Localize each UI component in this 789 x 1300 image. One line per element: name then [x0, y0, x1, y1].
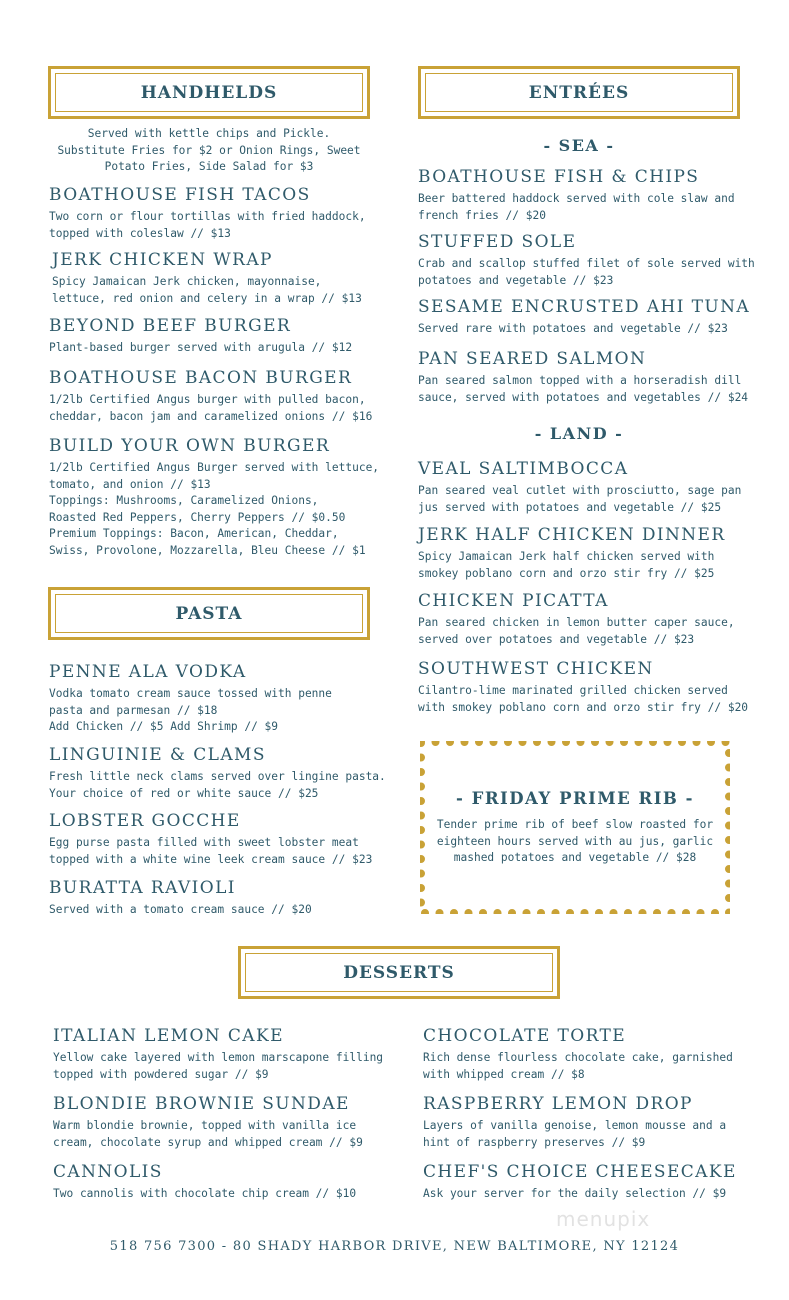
friday-special-box [420, 741, 730, 914]
item-title: BOATHOUSE FISH TACOS [49, 185, 311, 205]
pasta-banner [48, 587, 370, 640]
entree-item [418, 349, 763, 406]
item-title: PENNE ALA VODKA [49, 662, 247, 682]
dessert-item [53, 1094, 398, 1151]
item-title: BURATTA RAVIOLI [49, 878, 236, 898]
item-desc: Layers of vanilla genoise, lemon mousse and a hint of raspberry preserves // $9 [423, 1119, 727, 1149]
land-subheading: - LAND - [534, 424, 624, 443]
item-desc: 1/2lb Certified Angus burger with pulled bacon, cheddar, bacon jam and caramelized onions // $16 [49, 393, 373, 423]
item-title: BEYOND BEEF BURGER [49, 316, 292, 336]
pasta-item [49, 662, 379, 736]
item-desc: Spicy Jamaican Jerk half chicken served with smokey poblano corn and orzo stir fry // $25 [418, 550, 715, 580]
item-title: JERK HALF CHICKEN DINNER [418, 525, 726, 545]
item-title: RASPBERRY LEMON DROP [423, 1094, 693, 1114]
desserts-banner-inner [245, 953, 553, 992]
desserts-title: DESSERTS [343, 962, 455, 983]
item-desc: Beer battered haddock served with cole slaw and french fries // $20 [418, 192, 735, 222]
item-title: CHEF'S CHOICE CHEESECAKE [423, 1162, 737, 1182]
item-desc: Two corn or flour tortillas with fried haddock, topped with coleslaw // $13 [49, 210, 366, 240]
item-title: BUILD YOUR OWN BURGER [49, 436, 331, 456]
item-title: LOBSTER GOCCHE [49, 811, 241, 831]
item-desc: 1/2lb Certified Angus Burger served with lettuce, tomato, and onion // $13 Toppings: Mushrooms, Caramelized Onions, Roasted Red Peppers, Cherry Peppers // $0.50 Premium Toppings: Bacon, American, Cheddar, Swiss, Provolone, Mozzarella, Bleu Cheese // $1 [49, 461, 380, 557]
handhelds-item [49, 316, 379, 357]
item-desc: Two cannolis with chocolate chip cream // $10 [53, 1187, 357, 1200]
handhelds-intro: Served with kettle chips and Pickle. Substitute Fries for $2 or Onion Rings, Sweet Potato Fries, Side Salad for $3 [57, 127, 361, 173]
handhelds-item [49, 436, 389, 559]
dessert-item [53, 1026, 398, 1083]
entree-item [418, 297, 763, 338]
handhelds-banner [48, 66, 370, 119]
dessert-item [423, 1162, 768, 1203]
item-title: LINGUINIE & CLAMS [49, 745, 266, 765]
item-title: SESAME ENCRUSTED AHI TUNA [418, 297, 751, 317]
item-desc: Crab and scallop stuffed filet of sole served with potatoes and vegetable // $23 [418, 257, 755, 287]
entree-item [418, 459, 758, 516]
pasta-item [49, 878, 379, 919]
item-title: BOATHOUSE FISH & CHIPS [418, 167, 700, 187]
item-title: BOATHOUSE BACON BURGER [49, 368, 353, 388]
handhelds-item [49, 368, 389, 425]
item-title: ITALIAN LEMON CAKE [53, 1026, 284, 1046]
item-desc: Rich dense flourless chocolate cake, garnished with whipped cream // $8 [423, 1051, 733, 1081]
desserts-banner [238, 946, 560, 999]
entrees-banner-inner [425, 73, 733, 112]
item-desc: Cilantro-lime marinated grilled chicken served with smokey poblano corn and orzo stir fry // $20 [418, 684, 749, 714]
entree-item [418, 232, 758, 289]
handhelds-item [49, 185, 379, 242]
item-desc: Pan seared veal cutlet with prosciutto, sage pan jus served with potatoes and vegetable // $25 [418, 484, 742, 514]
entree-item [418, 525, 758, 582]
item-title: STUFFED SOLE [418, 232, 577, 252]
dessert-item [423, 1094, 768, 1151]
handhelds-item [52, 250, 382, 307]
item-desc: Served rare with potatoes and vegetable // $23 [418, 322, 728, 335]
item-desc: Vodka tomato cream sauce tossed with penne pasta and parmesan // $18 Add Chicken // $5 Add Shrimp // $9 [49, 687, 332, 733]
handhelds-banner-inner [55, 73, 363, 112]
entree-item [418, 167, 758, 224]
item-title: BLONDIE BROWNIE SUNDAE [53, 1094, 350, 1114]
item-desc: Warm blondie brownie, topped with vanilla ice cream, chocolate syrup and whipped cream // $9 [53, 1119, 363, 1149]
sea-subheading: - SEA - [543, 136, 615, 155]
item-title: SOUTHWEST CHICKEN [418, 659, 654, 679]
special-desc: Tender prime rib of beef slow roasted for eighteen hours served with au jus, garlic mashed potatoes and vegetable // $28 [436, 818, 714, 864]
pasta-banner-inner [55, 594, 363, 633]
entrees-title: ENTRÉES [528, 82, 630, 103]
item-title: CHICKEN PICATTA [418, 591, 609, 611]
handhelds-title: HANDHELDS [140, 82, 278, 103]
item-desc: Ask your server for the daily selection // $9 [423, 1187, 727, 1200]
item-desc: Plant-based burger served with arugula // $12 [49, 341, 353, 354]
pasta-title: PASTA [175, 603, 243, 624]
entree-item [418, 591, 758, 648]
watermark: menupix [556, 1207, 651, 1231]
footer-address: 518 756 7300 - 80 SHADY HARBOR DRIVE, NEW BALTIMORE, NY 12124 [109, 1239, 680, 1254]
item-title: CANNOLIS [53, 1162, 163, 1182]
item-desc: Spicy Jamaican Jerk chicken, mayonnaise, lettuce, red onion and celery in a wrap // $13 [52, 275, 362, 305]
dessert-item [423, 1026, 768, 1083]
item-desc: Egg purse pasta filled with sweet lobster meat topped with a white wine leek cream sauce // $23 [49, 836, 373, 866]
pasta-item [49, 745, 389, 802]
pasta-item [49, 811, 389, 868]
item-title: PAN SEARED SALMON [418, 349, 647, 369]
special-title: - FRIDAY PRIME RIB - [456, 789, 694, 808]
dessert-item [53, 1162, 398, 1203]
item-title: JERK CHICKEN WRAP [52, 250, 273, 270]
item-title: CHOCOLATE TORTE [423, 1026, 627, 1046]
item-desc: Served with a tomato cream sauce // $20 [49, 903, 312, 916]
item-desc: Yellow cake layered with lemon marscapone filling topped with powdered sugar // $9 [53, 1051, 384, 1081]
item-title: VEAL SALTIMBOCCA [418, 459, 629, 479]
item-desc: Pan seared chicken in lemon butter caper sauce, served over potatoes and vegetable // $23 [418, 616, 735, 646]
item-desc: Fresh little neck clams served over lingine pasta. Your choice of red or white sauce // $25 [49, 770, 386, 800]
entree-item [418, 659, 763, 716]
item-desc: Pan seared salmon topped with a horseradish dill sauce, served with potatoes and vegetables // $24 [418, 374, 749, 404]
entrees-banner [418, 66, 740, 119]
